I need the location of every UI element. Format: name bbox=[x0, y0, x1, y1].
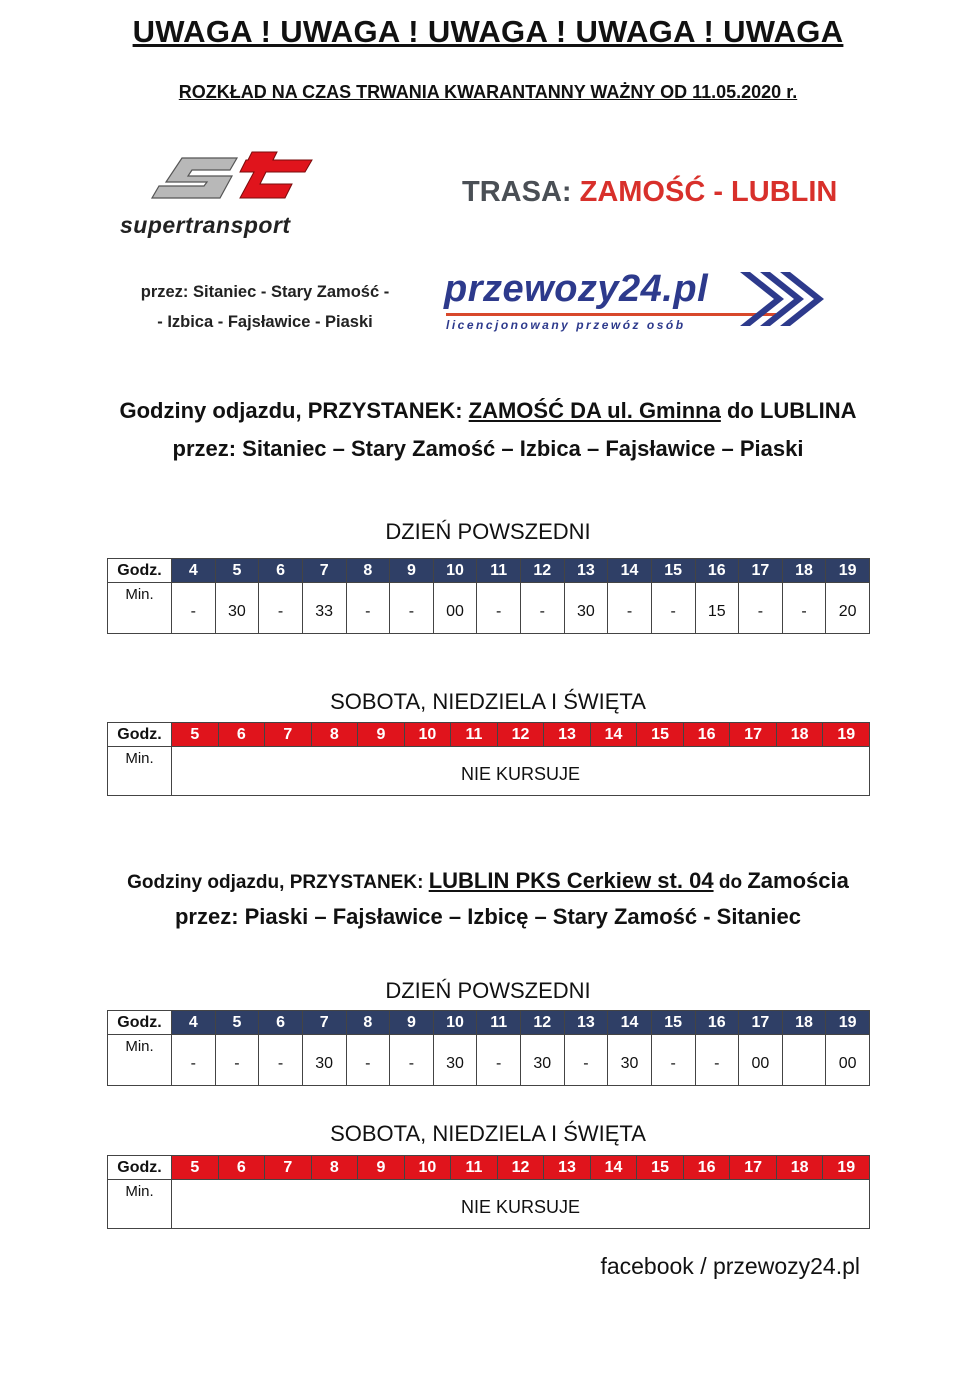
minute-cell: - bbox=[172, 1035, 216, 1086]
hour-cell: 9 bbox=[390, 559, 434, 583]
przewozy24-wordmark: przewozy24.pl bbox=[444, 268, 709, 310]
minute-cell: - bbox=[782, 583, 826, 634]
hour-cell: 4 bbox=[172, 1011, 216, 1035]
minute-cell: - bbox=[477, 583, 521, 634]
minute-cell: 00 bbox=[826, 1035, 870, 1086]
hour-cell: 11 bbox=[477, 559, 521, 583]
route2-prefix: Godziny odjazdu, PRZYSTANEK: bbox=[127, 872, 429, 893]
hour-cell: 8 bbox=[311, 1156, 358, 1180]
chevrons-icon bbox=[740, 266, 840, 332]
minute-cell: - bbox=[739, 583, 783, 634]
hours-row bbox=[108, 1156, 870, 1180]
minute-cell: - bbox=[651, 1035, 695, 1086]
minute-cell: 30 bbox=[302, 1035, 346, 1086]
hours-label: Godz. bbox=[108, 1156, 172, 1180]
footer-link-text: facebook / przewozy24.pl bbox=[600, 1253, 860, 1279]
hour-cell: 18 bbox=[782, 1011, 826, 1035]
minute-cell: 33 bbox=[302, 583, 346, 634]
hour-cell: 5 bbox=[215, 559, 259, 583]
route2-suffix: Zamościa bbox=[747, 868, 849, 893]
route1-weekend-title: SOBOTA, NIEDZIELA I ŚWIĘTA bbox=[330, 689, 646, 714]
hour-cell: 5 bbox=[172, 723, 219, 747]
minute-cell: - bbox=[651, 583, 695, 634]
hour-cell: 10 bbox=[433, 559, 477, 583]
route1-prefix: Godziny odjazdu, PRZYSTANEK: bbox=[119, 398, 469, 423]
minutes-row bbox=[108, 583, 870, 634]
minute-cell: 00 bbox=[739, 1035, 783, 1086]
supertransport-logo bbox=[112, 150, 382, 245]
hour-cell: 7 bbox=[265, 723, 312, 747]
minute-cell: - bbox=[564, 1035, 608, 1086]
minutes-label: Min. bbox=[108, 1180, 172, 1229]
hour-cell: 5 bbox=[215, 1011, 259, 1035]
hour-cell: 9 bbox=[358, 1156, 405, 1180]
minute-cell: - bbox=[477, 1035, 521, 1086]
minute-cell: - bbox=[521, 583, 565, 634]
hour-cell: 11 bbox=[451, 723, 498, 747]
route-label: TRASA: bbox=[462, 176, 572, 208]
hour-cell: 9 bbox=[358, 723, 405, 747]
minute-cell: 30 bbox=[433, 1035, 477, 1086]
route2-weekday-table bbox=[107, 1010, 870, 1086]
route1-stop: ZAMOŚĆ DA ul. Gminna bbox=[468, 398, 721, 423]
hour-cell: 18 bbox=[782, 559, 826, 583]
minute-cell: 30 bbox=[608, 1035, 652, 1086]
minute-cell: - bbox=[390, 583, 434, 634]
supertransport-mark-icon bbox=[142, 150, 352, 208]
hour-cell: 8 bbox=[311, 723, 358, 747]
via-line-1: przez: Sitaniec - Stary Zamość - bbox=[140, 283, 390, 301]
hour-cell: 10 bbox=[404, 1156, 451, 1180]
minute-cell: - bbox=[695, 1035, 739, 1086]
hour-cell: 7 bbox=[302, 1011, 346, 1035]
hour-cell: 6 bbox=[259, 559, 303, 583]
hour-cell: 7 bbox=[265, 1156, 312, 1180]
hour-cell: 13 bbox=[564, 1011, 608, 1035]
route1-weekend-table bbox=[107, 722, 870, 796]
hour-cell: 7 bbox=[302, 559, 346, 583]
hour-cell: 19 bbox=[826, 559, 870, 583]
hour-cell: 17 bbox=[739, 559, 783, 583]
hour-cell: 13 bbox=[544, 723, 591, 747]
hour-cell: 12 bbox=[497, 723, 544, 747]
route2-weekend-table bbox=[107, 1155, 870, 1229]
minutes-row bbox=[108, 1035, 870, 1086]
route2-stop-line bbox=[0, 868, 976, 894]
hour-cell: 12 bbox=[521, 1011, 565, 1035]
minute-cell: - bbox=[608, 583, 652, 634]
no-service-note: NIE KURSUJE bbox=[172, 747, 870, 796]
no-service-note: NIE KURSUJE bbox=[172, 1180, 870, 1229]
minute-cell: - bbox=[346, 1035, 390, 1086]
hour-cell: 15 bbox=[637, 1156, 684, 1180]
hour-cell: 17 bbox=[730, 1156, 777, 1180]
hour-cell: 17 bbox=[730, 723, 777, 747]
minute-cell: 20 bbox=[826, 583, 870, 634]
supertransport-wordmark: supertransport bbox=[120, 212, 291, 238]
hour-cell: 13 bbox=[564, 559, 608, 583]
minutes-label: Min. bbox=[108, 747, 172, 796]
hours-row bbox=[108, 1011, 870, 1035]
route-title bbox=[462, 176, 837, 209]
minutes-row bbox=[108, 1180, 870, 1229]
hour-cell: 15 bbox=[637, 723, 684, 747]
minute-cell: - bbox=[259, 583, 303, 634]
minute-cell: - bbox=[172, 583, 216, 634]
route1-suffix: do LUBLINA bbox=[720, 398, 857, 423]
hour-cell: 14 bbox=[608, 1011, 652, 1035]
hour-cell: 5 bbox=[172, 1156, 219, 1180]
hour-cell: 11 bbox=[451, 1156, 498, 1180]
minute-cell: - bbox=[215, 1035, 259, 1086]
hour-cell: 19 bbox=[823, 723, 870, 747]
hour-cell: 14 bbox=[608, 559, 652, 583]
minutes-label: Min. bbox=[108, 583, 172, 634]
hour-cell: 19 bbox=[826, 1011, 870, 1035]
route2-stop: LUBLIN PKS Cerkiew st. 04 bbox=[428, 868, 714, 893]
hours-label: Godz. bbox=[108, 1011, 172, 1035]
headline: UWAGA ! UWAGA ! UWAGA ! UWAGA ! UWAGA bbox=[132, 14, 844, 49]
hour-cell: 15 bbox=[651, 1011, 695, 1035]
hour-cell: 15 bbox=[651, 559, 695, 583]
hour-cell: 18 bbox=[776, 1156, 823, 1180]
route1-weekday-title: DZIEŃ POWSZEDNI bbox=[385, 519, 591, 544]
route-destination: ZAMOŚĆ - LUBLIN bbox=[579, 176, 838, 208]
minutes-label: Min. bbox=[108, 1035, 172, 1086]
route1-via-line: przez: Sitaniec – Stary Zamość – Izbica – Fajsławice – Piaski bbox=[172, 436, 804, 461]
hour-cell: 17 bbox=[739, 1011, 783, 1035]
hour-cell: 10 bbox=[433, 1011, 477, 1035]
minute-cell: - bbox=[346, 583, 390, 634]
hour-cell: 16 bbox=[683, 1156, 730, 1180]
logo-underline bbox=[446, 313, 776, 316]
route2-weekend-title: SOBOTA, NIEDZIELA I ŚWIĘTA bbox=[330, 1121, 646, 1146]
route2-weekday-title: DZIEŃ POWSZEDNI bbox=[385, 978, 591, 1003]
via-line-2: - Izbica - Fajsławice - Piaski bbox=[157, 313, 373, 331]
route1-weekday-table bbox=[107, 558, 870, 634]
minute-cell: 15 bbox=[695, 583, 739, 634]
minute-cell: 30 bbox=[564, 583, 608, 634]
minute-cell: 00 bbox=[433, 583, 477, 634]
hour-cell: 11 bbox=[477, 1011, 521, 1035]
hour-cell: 16 bbox=[695, 1011, 739, 1035]
minute-cell: - bbox=[259, 1035, 303, 1086]
hour-cell: 12 bbox=[521, 559, 565, 583]
przewozy24-tagline: licencjonowany przewóz osób bbox=[446, 318, 686, 332]
validity-subheadline: ROZKŁAD NA CZAS TRWANIA KWARANTANNY WAŻNY OD 11.05.2020 r. bbox=[178, 82, 798, 102]
przewozy24-logo bbox=[440, 262, 850, 342]
route2-via-line: przez: Piaski – Fajsławice – Izbicę – Stary Zamość - Sitaniec bbox=[174, 904, 802, 929]
hour-cell: 6 bbox=[259, 1011, 303, 1035]
hour-cell: 18 bbox=[776, 723, 823, 747]
hour-cell: 10 bbox=[404, 723, 451, 747]
hours-label: Godz. bbox=[108, 559, 172, 583]
hour-cell: 8 bbox=[346, 559, 390, 583]
via-stops bbox=[120, 277, 410, 337]
minutes-row bbox=[108, 747, 870, 796]
hour-cell: 9 bbox=[390, 1011, 434, 1035]
hours-row bbox=[108, 559, 870, 583]
minute-cell: 30 bbox=[521, 1035, 565, 1086]
minute-cell: 30 bbox=[215, 583, 259, 634]
hour-cell: 14 bbox=[590, 723, 637, 747]
hour-cell: 4 bbox=[172, 559, 216, 583]
route2-mid: do bbox=[713, 872, 748, 893]
hour-cell: 16 bbox=[683, 723, 730, 747]
minute-cell bbox=[782, 1035, 826, 1086]
route1-stop-line bbox=[0, 398, 976, 424]
hour-cell: 12 bbox=[497, 1156, 544, 1180]
hours-row bbox=[108, 723, 870, 747]
hour-cell: 13 bbox=[544, 1156, 591, 1180]
hours-label: Godz. bbox=[108, 723, 172, 747]
hour-cell: 19 bbox=[823, 1156, 870, 1180]
hour-cell: 6 bbox=[218, 1156, 265, 1180]
hour-cell: 14 bbox=[590, 1156, 637, 1180]
hour-cell: 16 bbox=[695, 559, 739, 583]
minute-cell: - bbox=[390, 1035, 434, 1086]
hour-cell: 6 bbox=[218, 723, 265, 747]
hour-cell: 8 bbox=[346, 1011, 390, 1035]
